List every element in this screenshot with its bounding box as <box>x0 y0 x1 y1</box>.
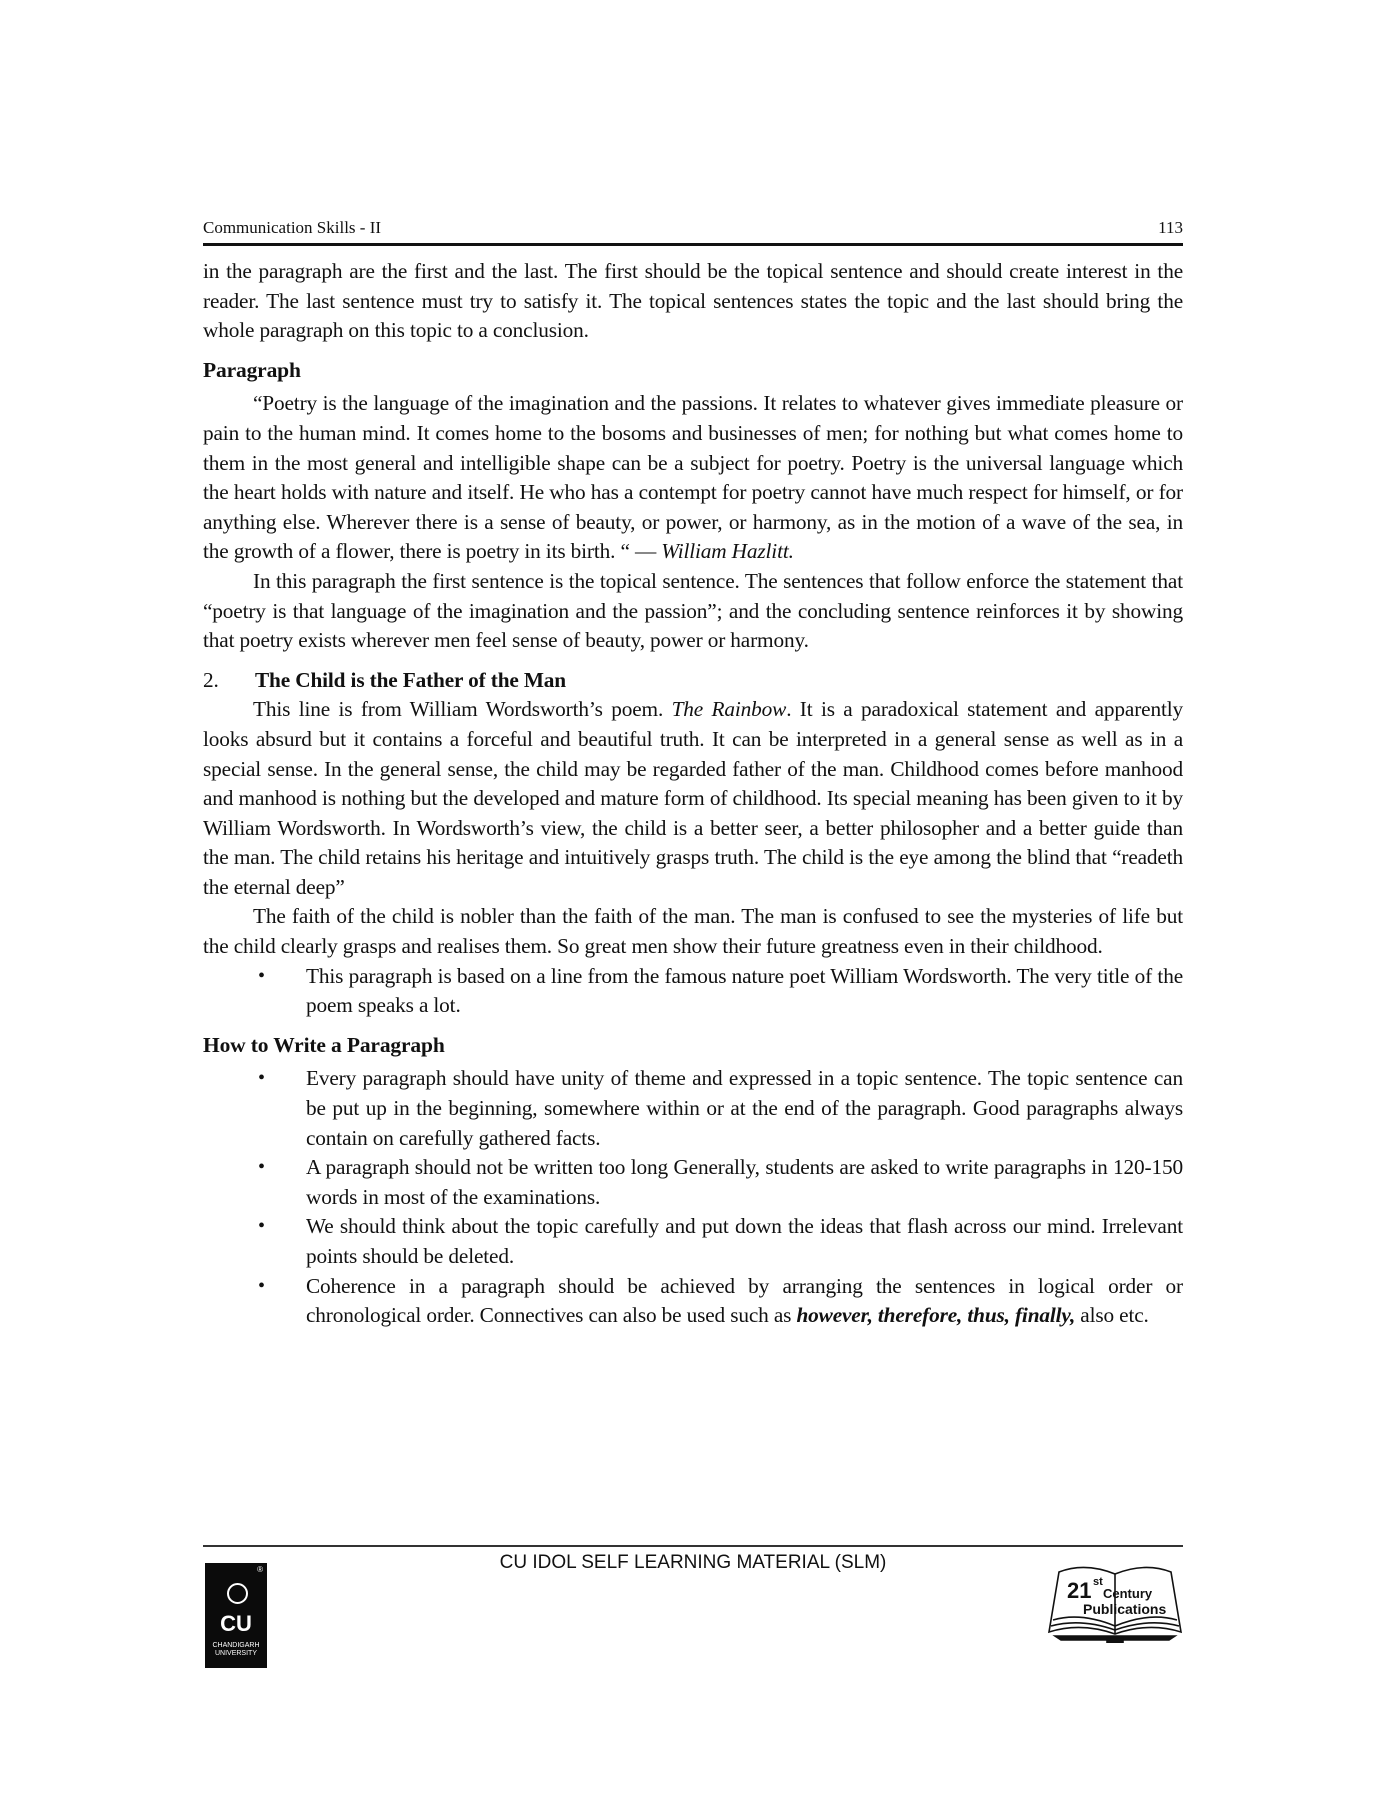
century-publications-logo <box>1041 1558 1189 1643</box>
text-run: This line is from William Wordsworth’s poem. <box>253 697 672 722</box>
faith-paragraph: The faith of the child is nobler than the faith of the man. The man is confused to see the mysteries of life but the child clearly grasps and realises them. So great men show their future greatness even in their childhood. <box>203 904 1183 959</box>
logo-superscript: st <box>1093 1576 1103 1588</box>
list-item <box>203 1212 1183 1271</box>
bullet-icon: • <box>258 1156 265 1179</box>
section-heading-child <box>203 666 1183 696</box>
header-rule <box>203 243 1183 246</box>
logo-name-line: UNIVERSITY <box>214 1650 257 1657</box>
how-to-bullet-list <box>203 1064 1183 1330</box>
section-number: 2. <box>203 667 219 692</box>
list-item-text: Every paragraph should have unity of theme and expressed in a topic sentence. The topic sentence can be put up in the beginning, somewhere within or at the end of the paragraph. Good paragraphs always contain on carefully gathered facts. <box>306 1066 1183 1150</box>
page-body <box>203 257 1183 1331</box>
connectives-emphasis: however, therefore, thus, finally, <box>796 1303 1076 1328</box>
analysis-paragraph: In this paragraph the first sentence is the topical sentence. The sentences that follow enforce the statement that “poetry is that language of the imagination and the passion”; and the concluding sentence reinforces it by showing that poetry exists wherever men feel sense of beauty, power or harmony. <box>203 568 1183 653</box>
logo-number: 21 <box>1067 1578 1092 1603</box>
intro-paragraph: in the paragraph are the first and the last. The first should be the topical sentence and should create interest in the reader. The last sentence must try to satisfy it. The topical sentences states the topic and the last should bring the whole paragraph on this topic to a conclusion. <box>203 259 1183 343</box>
logo-initials: CU <box>220 1611 252 1636</box>
list-item <box>203 962 1183 1021</box>
logo-name-line: CHANDIGARH <box>212 1642 260 1649</box>
list-item <box>203 1272 1183 1331</box>
running-header-title: Communication Skills - II <box>203 218 382 237</box>
list-item <box>203 1064 1183 1153</box>
quote-author: William Hazlitt. <box>661 539 794 564</box>
section-heading-paragraph: Paragraph <box>203 357 301 382</box>
hazlitt-quote-paragraph <box>203 389 1183 567</box>
wordsworth-paragraph <box>203 695 1183 902</box>
list-item <box>203 1153 1183 1212</box>
section-heading-how-to-write: How to Write a Paragraph <box>203 1032 445 1057</box>
logo-university-name <box>205 1642 267 1658</box>
footer-text: CU IDOL SELF LEARNING MATERIAL (SLM) <box>499 1552 887 1573</box>
hazlitt-quote: “Poetry is the language of the imagination and the passions. It relates to whatever gives immediate pleasure or pain to the human mind. It comes home to the bosoms and businesses of men; for nothing but what comes home to them in the most general and intelligible shape can be a subject for poetry. Poetry is the universal language which the heart holds with nature and itself. He who has a contempt for poetry cannot have much respect for himself, or for anything else. Wherever there is a sense of beauty, or power, or harmony, as in the motion of a wave of the sea, in the growth of a flower, there is poetry in its birth. “ — <box>203 391 1183 564</box>
logo-line1: Century <box>1103 1586 1153 1601</box>
chandigarh-university-logo <box>205 1563 267 1668</box>
bullet-icon: • <box>258 1067 265 1090</box>
university-emblem-icon <box>227 1583 248 1604</box>
list-item-text: Coherence in a paragraph should be achieved by arranging the sentences in logical order or chronological order. Connectives can also be used such as <box>306 1273 1183 1328</box>
text-run: . It is a paradoxical statement and apparently looks absurd but it contains a forceful and beautiful truth. It can be interpreted in a general sense as well as in a special sense. In the general sense, the child may be regarded father of the man. Childhood comes before manhood and manhood is nothing but the developed and mature form of childhood. Its special meaning has been given to it by William Wordsworth. In Wordsworth’s view, the child is a better seer, a better philosopher and a better guide than the man. The child retains his heritage and intuitively grasps truth. The child is the eye among the blind that “readeth the eternal deep” <box>203 697 1183 899</box>
section-title: The Child is the Father of the Man <box>255 667 567 692</box>
bullet-icon: • <box>258 1215 265 1238</box>
child-bullet-list <box>203 962 1183 1021</box>
list-item-text: A paragraph should not be written too long Generally, students are asked to write paragraphs in 120-150 words in most of the examinations. <box>306 1155 1183 1209</box>
list-item-text: This paragraph is based on a line from the famous nature poet William Wordsworth. The very title of the poem speaks a lot. <box>306 963 1183 1018</box>
list-item-text: We should think about the topic carefully and put down the ideas that flash across our mind. Irrelevant points should be deleted. <box>306 1214 1183 1268</box>
registered-mark: ® <box>257 1565 263 1574</box>
logo-line2: Publications <box>1083 1601 1167 1617</box>
running-header <box>203 218 1183 242</box>
bullet-icon: • <box>258 964 265 987</box>
footer-rule <box>203 1545 1183 1547</box>
page-number: 113 <box>1158 218 1183 237</box>
bullet-icon: • <box>258 1274 265 1297</box>
list-item-text: also etc. <box>1075 1303 1149 1328</box>
poem-title: The Rainbow <box>671 697 787 722</box>
